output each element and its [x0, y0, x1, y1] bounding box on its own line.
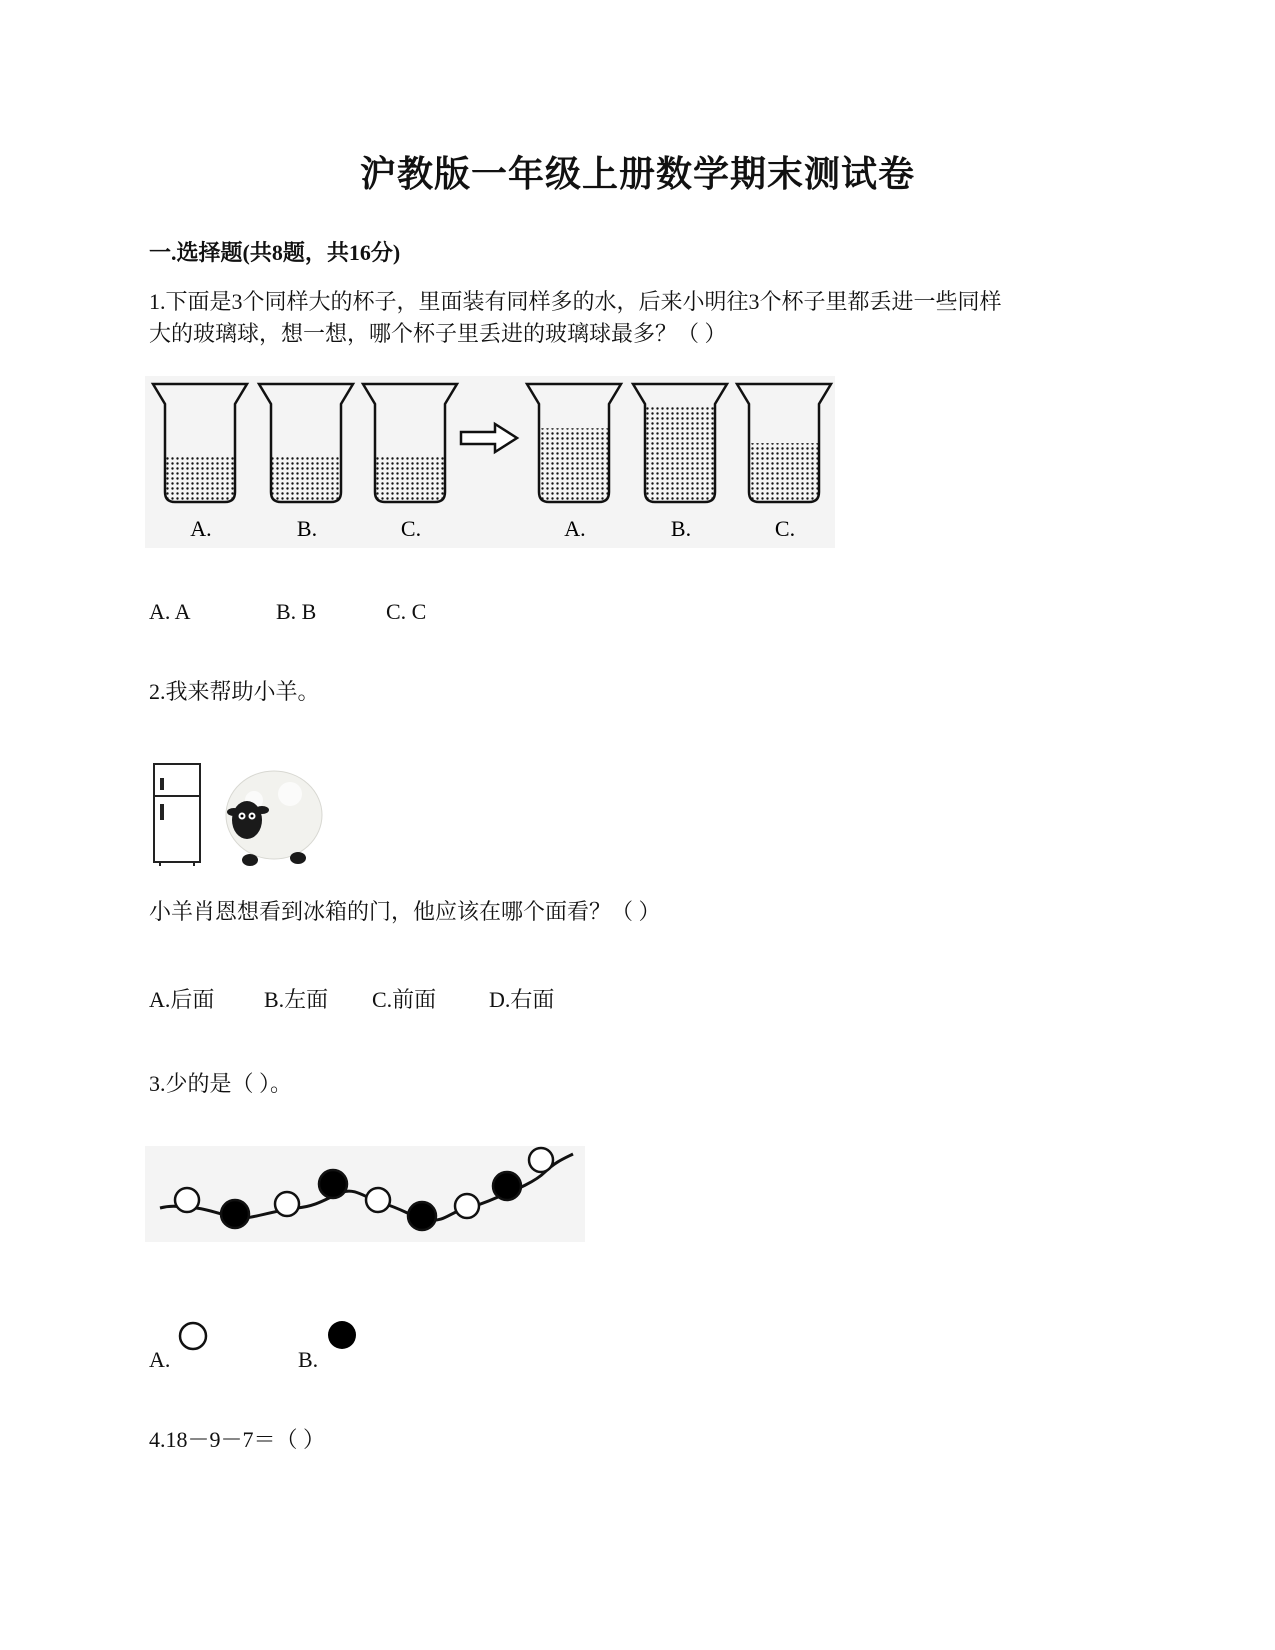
question-1-line-1: 1.下面是3个同样大的杯子，里面装有同样多的水，后来小明往3个杯子里都丢进一些同样: [149, 289, 1002, 314]
black-bead: [408, 1202, 436, 1230]
white-bead: [275, 1192, 299, 1216]
beaker-before-1: [259, 384, 353, 541]
white-bead: [175, 1188, 199, 1212]
fridge-icon: [154, 764, 200, 866]
q2-option-b[interactable]: B.左面: [264, 987, 329, 1012]
beaker-before-0: [153, 384, 247, 541]
section-heading: 一.选择题(共8题，共16分): [149, 240, 401, 265]
q2-option-a[interactable]: A.后面: [149, 987, 215, 1012]
arrow-right-icon: [461, 424, 517, 452]
beaker-label: B.: [670, 516, 692, 541]
water-level: [165, 457, 235, 502]
q1-option-b[interactable]: B. B: [276, 599, 317, 624]
bead-string-figure: [145, 1146, 585, 1242]
question-3-text: 3.少的是（ ）。: [149, 1071, 293, 1096]
black-bead-icon: [325, 1318, 359, 1352]
question-2-prompt: 小羊肖恩想看到冰箱的门，他应该在哪个面看？（ ）: [149, 899, 661, 924]
beaker-after-1: [633, 384, 727, 541]
beaker-after-0: [527, 384, 621, 541]
q3-option-a[interactable]: [149, 1346, 170, 1374]
q3-option-b[interactable]: [298, 1346, 318, 1374]
beaker-label: A.: [190, 516, 212, 541]
white-bead: [366, 1188, 390, 1212]
beaker-before-2: [363, 384, 457, 541]
q1-option-a[interactable]: A. A: [149, 599, 191, 624]
beads-svg: [145, 1146, 585, 1242]
q1-option-c[interactable]: C. C: [386, 599, 427, 624]
beaker-label: A.: [564, 516, 586, 541]
water-level: [375, 457, 445, 502]
water-level: [271, 457, 341, 502]
q2-option-d[interactable]: D.右面: [489, 987, 555, 1012]
water-level: [645, 407, 715, 502]
beaker-figure: [145, 376, 835, 548]
white-bead-icon: [176, 1319, 210, 1353]
beaker-after-2: [737, 384, 831, 541]
q3-option-a-label: A.: [149, 1347, 171, 1372]
beaker-label: C.: [400, 516, 422, 541]
question-4-text: 4.18－9－7＝（ ）: [149, 1427, 326, 1452]
white-bead: [455, 1194, 479, 1218]
black-bead: [221, 1200, 249, 1228]
black-bead: [319, 1170, 347, 1198]
beaker-label: C.: [774, 516, 796, 541]
q2-option-c[interactable]: C.前面: [372, 987, 437, 1012]
question-2-text: 2.我来帮助小羊。: [149, 679, 320, 704]
page-title: 沪教版一年级上册数学期末测试卷: [359, 154, 915, 194]
question-1-text: [149, 286, 1129, 350]
water-level: [749, 443, 819, 502]
beakers-svg: [145, 376, 835, 548]
fridge-sheep-figure: [150, 760, 330, 870]
water-level: [539, 428, 609, 502]
black-bead: [493, 1172, 521, 1200]
sheep-icon: [226, 771, 322, 866]
beaker-label: B.: [296, 516, 318, 541]
q3-option-b-label: B.: [298, 1347, 319, 1372]
white-bead: [529, 1148, 553, 1172]
question-1-line-2: 大的玻璃球，想一想，哪个杯子里丢进的玻璃球最多？（ ）: [149, 321, 727, 346]
